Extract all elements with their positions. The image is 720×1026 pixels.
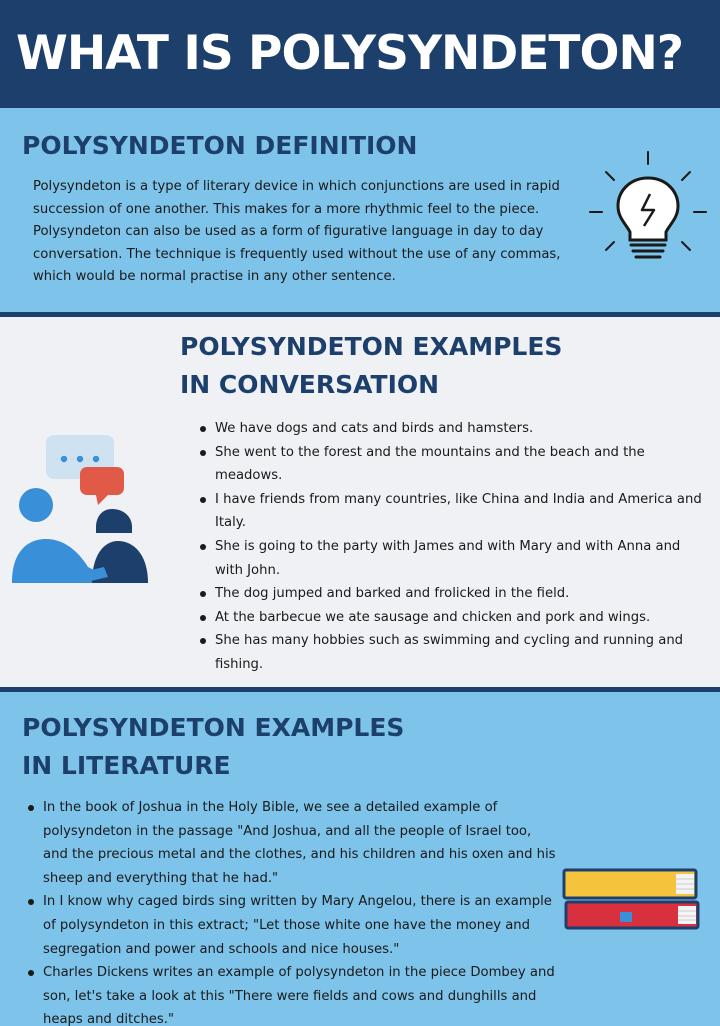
list-item: She went to the forest and the mountains and the beach and the meadows. [200,441,705,488]
literature-heading-line2: IN LITERATURE [22,751,231,780]
conversation-heading-line1: POLYSYNDETON EXAMPLES [180,332,563,361]
lightbulb-icon [588,150,708,270]
list-item: She has many hobbies such as swimming and cycling and running and fishing. [200,629,705,676]
definition-text: Polysyndeton is a type of literary device in which conjunctions are used in rapid succession of one another. This makes for a more rhythmic feel to the piece. Polysyndeton can also be used as a form of figurative language in day to day conversation. The technique is frequently used without the use of any commas, which would be normal practise in any other sentence. [33,179,561,284]
list-item: In the book of Joshua in the Holy Bible, we see a detailed example of polysyndeton in the passage "And Joshua, and all the people of Israel too, and the precious metal and the clothes, and his children and his oxen and his sheep and everything that he had." [28,796,556,890]
conversation-section [0,317,720,687]
conversation-heading-line2: IN CONVERSATION [180,370,440,399]
list-item: I have friends from many countries, like China and India and America and Italy. [200,488,705,535]
page-title: WHAT IS POLYSYNDETON? [16,26,684,81]
definition-heading: POLYSYNDETON DEFINITION [22,131,418,160]
books-icon [560,864,706,934]
title-banner [0,0,720,108]
list-item: Charles Dickens writes an example of polysyndeton in the piece Dombey and son, let's take a look at this "There were fields and cows and dunghills and heaps and ditches." [28,961,556,1026]
list-item: The dog jumped and barked and frolicked in the field. [200,582,705,606]
literature-heading-line1: POLYSYNDETON EXAMPLES [22,713,405,742]
conversation-people-icon [8,433,170,593]
list-item: In I know why caged birds sing written by Mary Angelou, there is an example of polysyndeton in this extract; "Let those white one have the money and segregation and power and schools and nice houses." [28,890,556,961]
list-item: We have dogs and cats and birds and hamsters. [200,417,705,441]
list-item: She is going to the party with James and with Mary and with Anna and with John. [200,535,705,582]
literature-list [28,796,556,1026]
conversation-list [200,417,705,677]
definition-section [0,108,720,312]
list-item: At the barbecue we ate sausage and chicken and pork and wings. [200,606,705,630]
literature-section [0,692,720,1026]
